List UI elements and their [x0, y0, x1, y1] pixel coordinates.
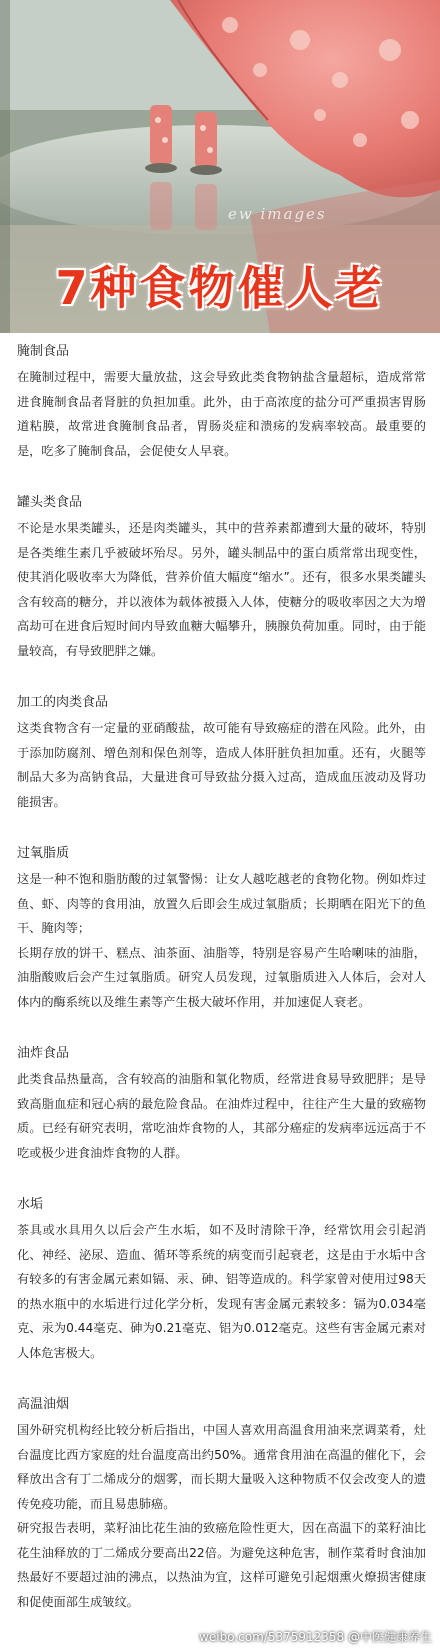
section-pickled-food	[17, 341, 426, 463]
page-title: 7种食物催人老	[55, 261, 385, 315]
section-paragraph: 研究报告表明，菜籽油比花生油的致癌危险性更大，因在高温下的菜籽油比花生油释放的丁二烯成分要高出22倍。为避免这种危害，制作菜肴时食油加热最好不要超过油的沸点，以热油为宜，这样可避免引起烟熏火燎损害健康和促使面部生成皱纹。	[17, 1521, 426, 1609]
section-heading: 过氧脂质	[17, 846, 70, 861]
image-watermark: ew images	[228, 205, 327, 223]
section-heading: 水垢	[17, 1197, 44, 1212]
section-paragraph: 这是一种不饱和脂肪酸的过氧警惕：让女人越吃越老的食物化物。例如炸过鱼、虾、肉等的食用油，放置久后即会生成过氧脂质；长期晒在阳光下的鱼干、腌肉等；	[17, 872, 426, 935]
section-heading: 高温油烟	[17, 1397, 70, 1412]
section-paragraph: 这类食物含有一定量的亚硝酸盐，故可能有导致癌症的潜在风险。此外，由于添加防腐剂、增色剂和保色剂等，造成人体肝脏负担加重。还有，火腿等制品大多为高钠食品，大量进食可导致盐分摄入过高，造成血压波动及肾功能损害。	[17, 721, 426, 809]
article-body	[0, 333, 440, 1614]
section-paragraph: 国外研究机构经比较分析后指出，中国人喜欢用高温食用油来烹调菜肴，灶台温度比西方家庭的灶台温度高出约50%。通常食用油在高温的催化下，会释放出含有丁二烯成分的烟雾，而长期大量吸入这种物质不仅会改变人的遗传免疫功能，而且易患肺癌。	[17, 1423, 426, 1511]
section-canned-food	[17, 492, 426, 663]
section-fried-food	[17, 1043, 426, 1165]
section-heading: 油炸食品	[17, 1046, 70, 1061]
section-paragraph: 长期存放的饼干、糕点、油茶面、油脂等，特别是容易产生哈喇味的油脂，油脂酸败后会产生过氧脂质。研究人员发现，过氧脂质进入人体后，会对人体内的酶系统以及维生素等产生极大破坏作用，并加速促人衰老。	[17, 945, 426, 1009]
weibo-watermark: weibo.com/5375912358 @中医健康养生	[199, 1630, 432, 1644]
section-paragraph: 茶具或水具用久以后会产生水垢，如不及时清除干净，经常饮用会引起消化、神经、泌尿、造血、循环等系统的病变而引起衰老，这是由于水垢中含有较多的有害金属元素如镉、汞、砷、铝等造成的。科学家曾对使用过98天的热水瓶中的水垢进行过化学分析，发现有害金属元素较多：镉为0.034毫克、汞为0.44毫克、砷为0.21毫克、铝为0.012毫克。这些有害金属元素对人体危害极大。	[17, 1223, 426, 1360]
section-heading: 加工的肉类食品	[17, 695, 109, 710]
section-paragraph: 不论是水果类罐头，还是肉类罐头，其中的营养素都遭到大量的破坏，特别是各类维生素几乎被破坏殆尽。另外，罐头制品中的蛋白质常常出现变性，使其消化吸收率大为降低，营养价值大幅度“缩水”。还有，很多水果类罐头含有较高的糖分，并以液体为载体被摄入人体，使糖分的吸收率因之大为增高劫可在进食后短时间内导致血糖大幅攀升，胰腺负荷加重。同时，由于能量较高，有导致肥胖之嫌。	[17, 521, 426, 658]
section-paragraph: 在腌制过程中，需要大量放盐，这会导致此类食物钠盐含量超标，造成常常进食腌制食品者肾脏的负担加重。此外，由于高浓度的盐分可严重损害胃肠道粘膜，故常进食腌制食品者，胃肠炎症和溃疡的发病率较高。最重要的是，吃多了腌制食品，会促使女人早衰。	[17, 370, 426, 458]
section-scale	[17, 1194, 426, 1365]
section-lipid-peroxide	[17, 843, 426, 1014]
section-processed-meat	[17, 692, 426, 814]
section-cooking-fumes	[17, 1394, 426, 1614]
section-paragraph: 此类食品热量高，含有较高的油脂和氧化物质，经常进食易导致肥胖；是导致高脂血症和冠心病的最危险食品。在油炸过程中，往往产生大量的致癌物质。已经有研究表明，常吃油炸食物的人，其部分癌症的发病率远远高于不吃或极少进食油炸食物的人群。	[17, 1072, 426, 1160]
section-heading: 罐头类食品	[17, 495, 83, 510]
section-heading: 腌制食品	[17, 344, 70, 359]
hero-image	[0, 0, 440, 333]
